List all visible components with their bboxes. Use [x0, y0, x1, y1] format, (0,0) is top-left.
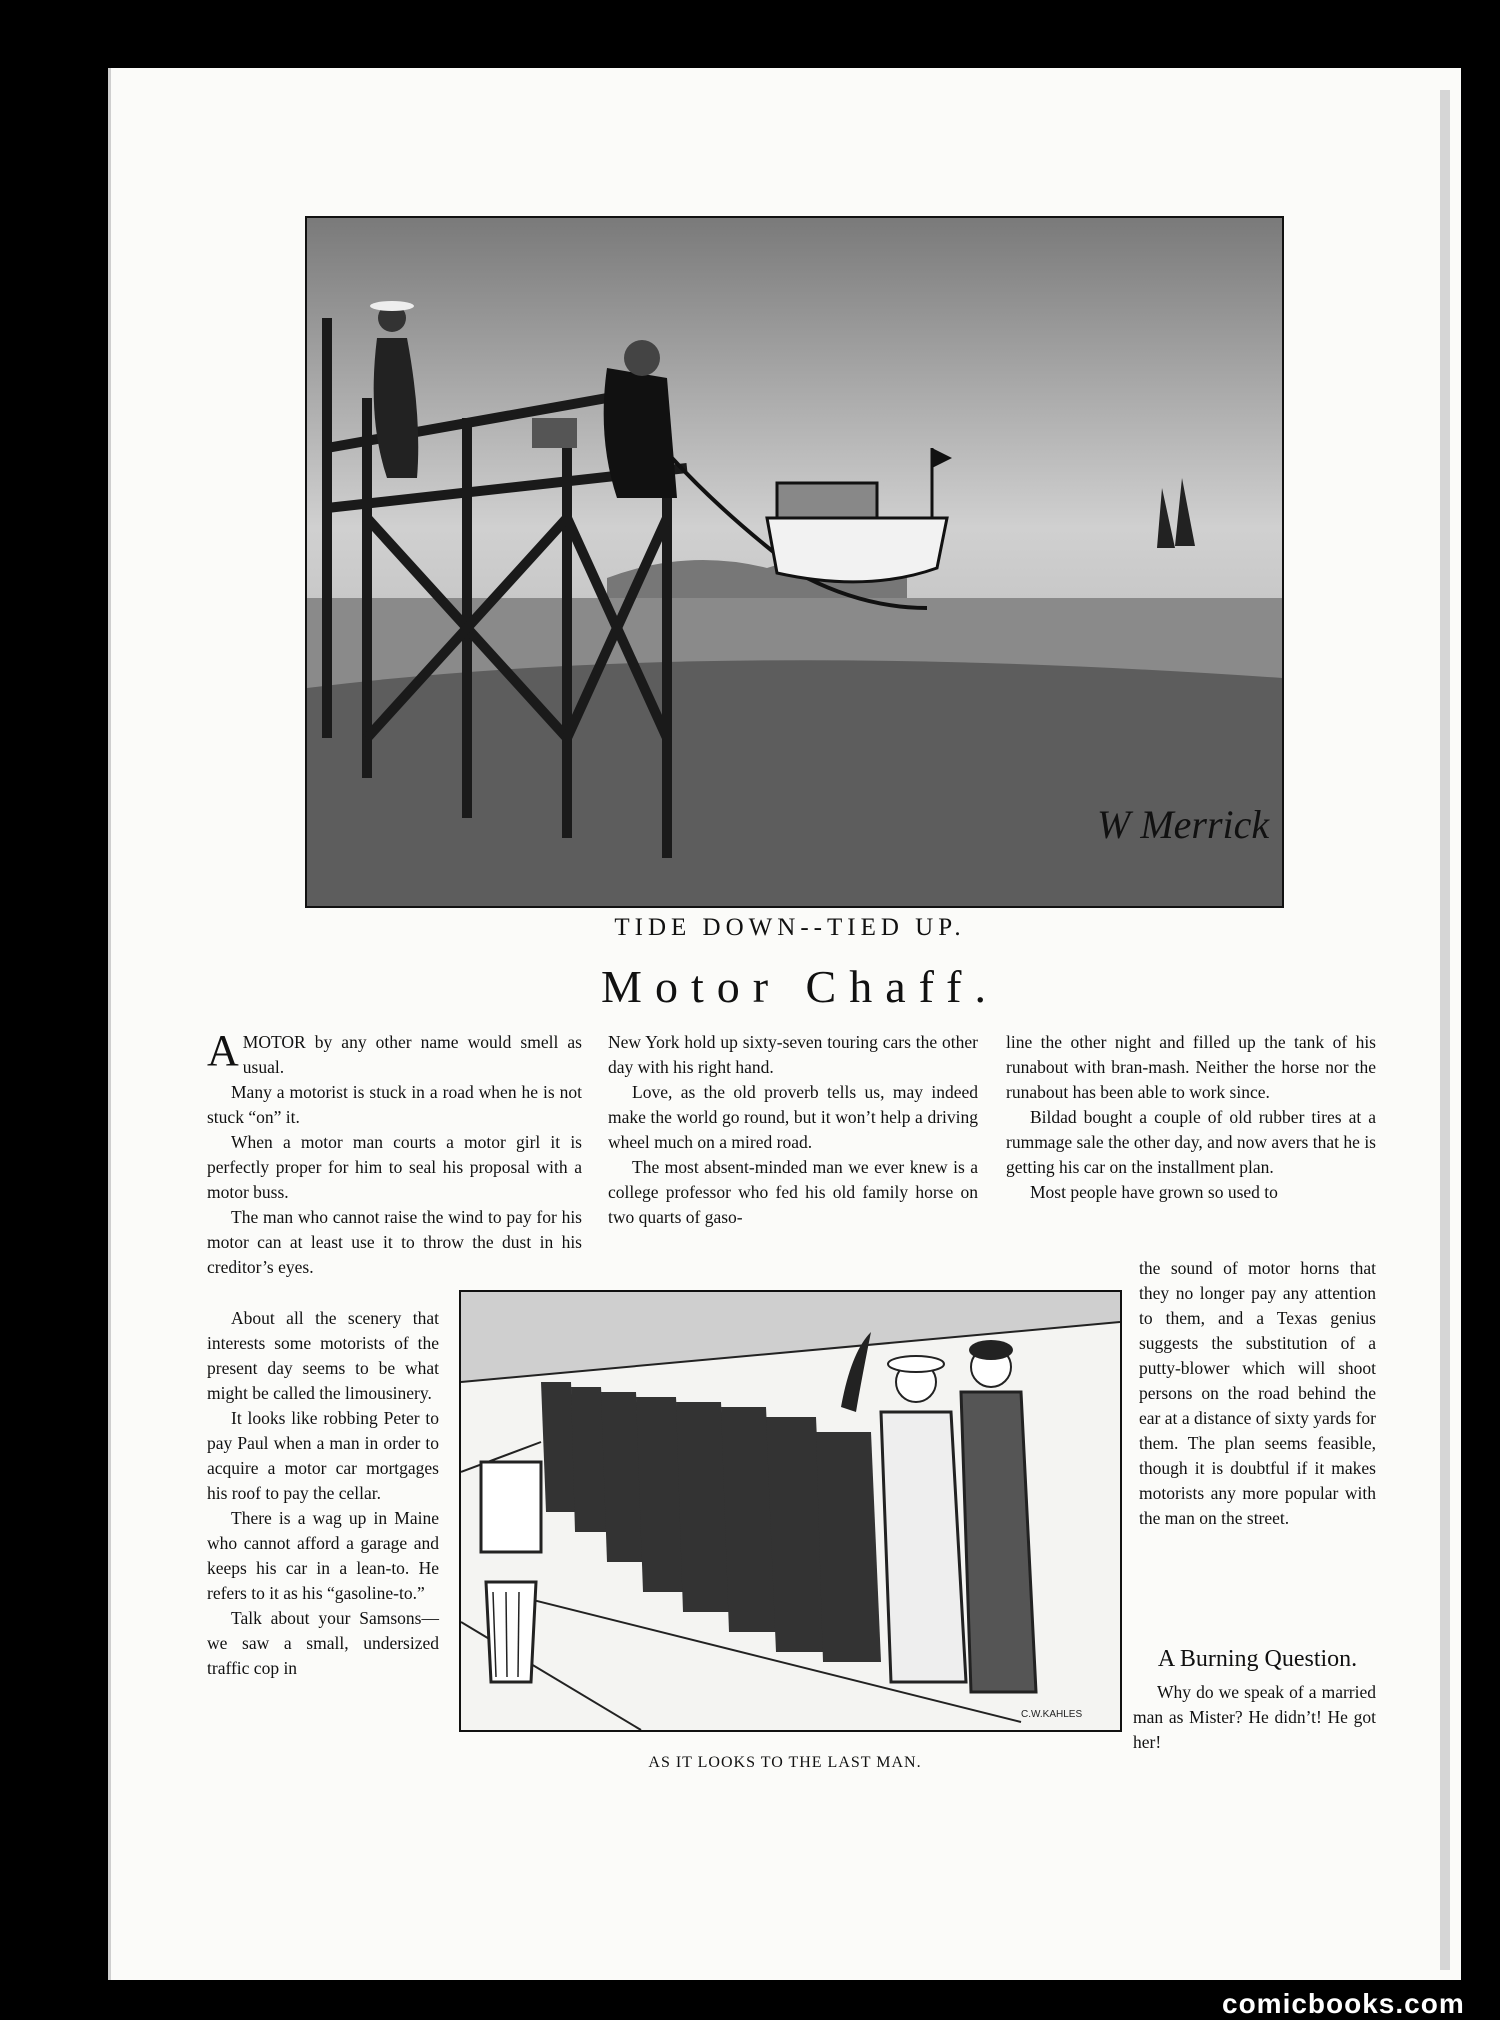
illustration-queue [459, 1290, 1122, 1732]
paragraph: Talk about your Samsons—we saw a small, undersized traffic cop in [207, 1608, 439, 1678]
artist-signature-top: W Merrick [1097, 802, 1270, 847]
column-1-bottom [207, 1306, 439, 1681]
paragraph: It looks like robbing Peter to pay Paul when a man in order to acquire a motor car mortgages his roof to pay the cellar. [207, 1408, 439, 1503]
paragraph: Why do we speak of a married man as Mister? He didn’t! He got her! [1133, 1682, 1376, 1752]
paragraph: Love, as the old proverb tells us, may indeed make the world go round, but it won’t help a driving wheel much on a mired road. [608, 1082, 978, 1152]
paragraph: There is a wag up in Maine who cannot afford a garage and keeps his car in a lean-to. He refers to it as his “gasoline-to.” [207, 1508, 439, 1603]
paragraph: the sound of motor horns that they no longer pay any attention to them, and a Texas genius suggests the substitution of a putty-blower which will shoot persons on the road behind the ear at a distance of sixty yards for them. The plan seems feasible, though it is doubtful if it makes motorists any more popular with the man on the street. [1139, 1258, 1376, 1528]
column-3-bottom [1133, 1680, 1376, 1755]
paragraph: Bildad bought a couple of old rubber tires at a rummage sale the other day, and now avers that he is getting his car on the installment plan. [1006, 1107, 1376, 1177]
paragraph: New York hold up sixty-seven touring cars the other day with his right hand. [608, 1032, 978, 1077]
illustration-caption-bottom: AS IT LOOKS TO THE LAST MAN. [648, 1754, 922, 1771]
paragraph: AMOTOR by any other name would smell as usual. [207, 1026, 582, 1077]
paragraph: The man who cannot raise the wind to pay for his motor can at least use it to throw the dust in his creditor’s eyes. [207, 1207, 582, 1277]
paragraph: Many a motorist is stuck in a road when he is not stuck “on” it. [207, 1082, 582, 1127]
paragraph: Most people have grown so used to [1030, 1182, 1278, 1202]
column-3-middle [1139, 1256, 1376, 1531]
article-title: Motor Chaff. [601, 961, 999, 1012]
illustration-caption-top: TIDE DOWN--TIED UP. [614, 914, 966, 941]
paragraph: About all the scenery that interests some motorists of the present day seems to be what might be called the limousinery. [207, 1308, 439, 1403]
column-2 [608, 1030, 978, 1230]
sub-heading: A Burning Question. [1157, 1646, 1358, 1672]
illustration-pier-boat [305, 216, 1284, 908]
pier-boat-drawing [307, 218, 1282, 906]
paragraph: The most absent-minded man we ever knew is a college professor who fed his old family horse on two quarts of gaso- [608, 1157, 978, 1227]
page-edge-shadow [1440, 90, 1450, 1970]
artist-signature-bottom: C.W.KAHLES [1021, 1709, 1083, 1720]
paragraph: line the other night and filled up the tank of his runabout with bran-mash. Neither the horse nor the runabout has been able to work since. [1006, 1032, 1376, 1102]
watermark: comicbooks.com [1222, 1988, 1465, 2019]
column-3-top [1006, 1030, 1376, 1205]
paragraph: When a motor man courts a motor girl it is perfectly proper for him to seal his proposal with a motor buss. [207, 1132, 582, 1202]
queue-drawing [461, 1292, 1120, 1730]
column-1-top [207, 1026, 582, 1280]
drop-cap: A [207, 1026, 239, 1075]
